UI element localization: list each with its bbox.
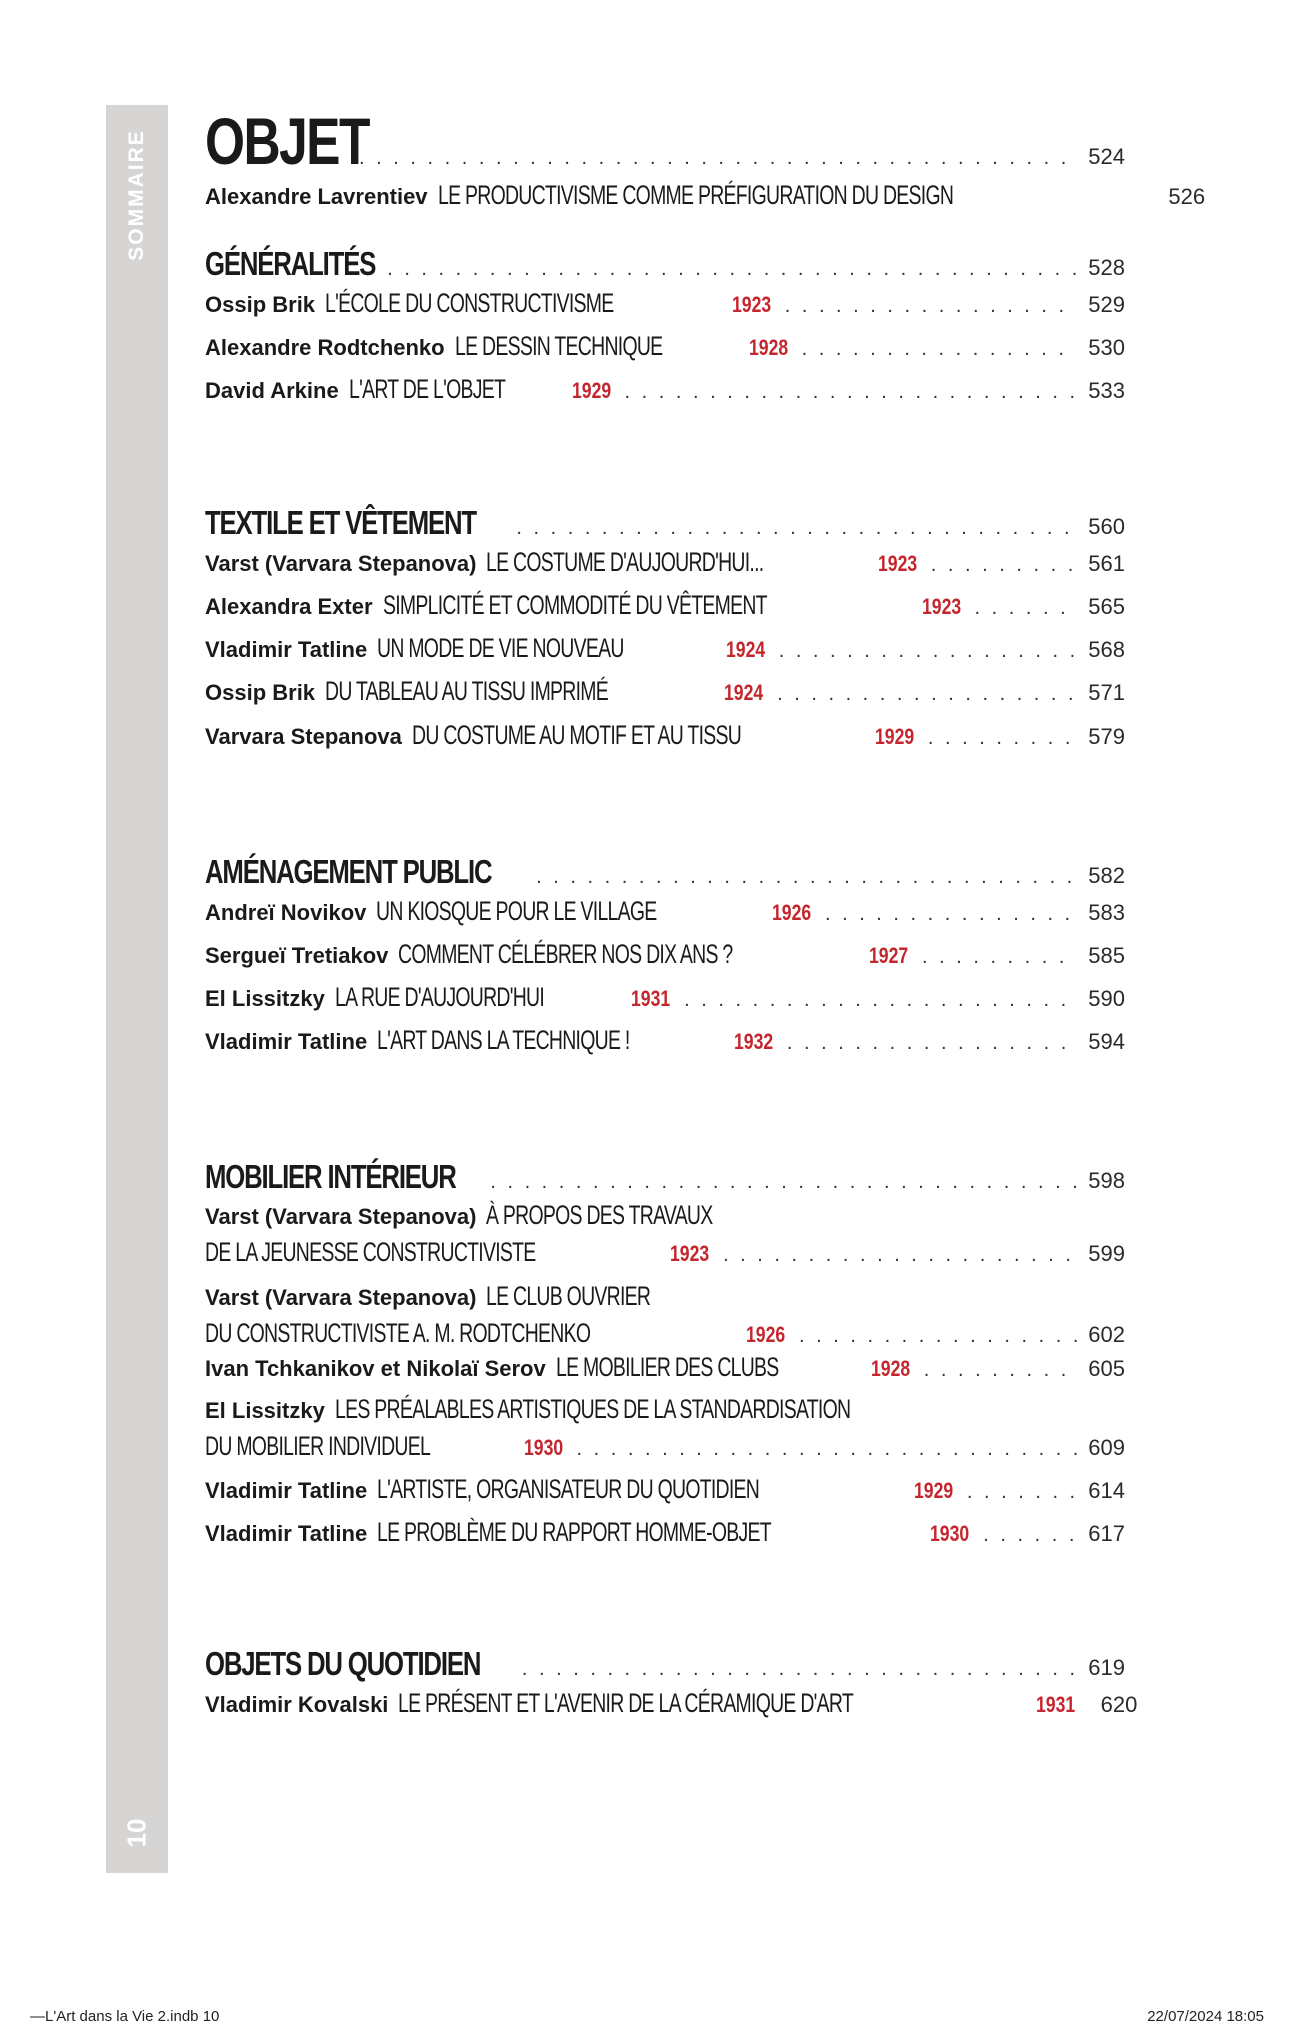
toc-entry [205,633,1125,664]
dot-leader [922,946,1077,969]
toc-entry-continued [205,1237,1125,1268]
entry-title: LE COSTUME D'AUJOURD'HUI... [486,547,764,577]
entry-author: Alexandre Lavrentiev [205,184,428,209]
entry-title-line2: DE LA JEUNESSE CONSTRUCTIVISTE [205,1237,536,1267]
entry-author: Vladimir Tatline [205,1029,368,1054]
dot-leader [802,338,1077,361]
page-ref: 583 [1088,900,1125,925]
page-ref: 594 [1088,1029,1125,1054]
entry-title: LA RUE D'AUJOURD'HUI [334,982,544,1012]
page-ref: 582 [1088,863,1125,888]
entry-title: SIMPLICITÉ ET COMMODITÉ DU VÊTEMENT [382,590,767,620]
footer-timestamp: 22/07/2024 18:05 [1147,2008,1264,2025]
toc-section [205,1158,1125,1196]
dot-leader [931,554,1077,577]
entry-author: Vladimir Tatline [205,1478,368,1503]
dot-leader [924,1359,1077,1382]
entry-author: Vladimir Kovalski [205,1692,389,1717]
toc-entry [205,288,1125,319]
toc-entry [205,1688,1138,1719]
section-title: AMÉNAGEMENT PUBLIC [205,853,492,890]
dot-leader [825,903,1077,926]
entry-year: 1929 [913,1478,954,1503]
entry-author: David Arkine [205,378,339,403]
page-ref: 602 [1088,1322,1125,1347]
page-ref: 529 [1088,292,1125,317]
page-ref: 598 [1088,1168,1125,1193]
sidebar-label: SOMMAIRE [125,129,148,261]
toc-entry [205,982,1125,1013]
section-title: OBJETS DU QUOTIDIEN [205,1645,481,1682]
entry-year: 1923 [921,594,961,619]
page-ref: 571 [1088,680,1125,705]
entry-title: LES PRÉALABLES ARTISTIQUES DE LA STANDARDISATION [334,1394,851,1424]
page-ref: 528 [1088,255,1125,280]
dot-leader [777,683,1077,706]
entry-year: 1927 [869,943,909,968]
page-ref: 619 [1088,1655,1125,1680]
entry-author: Alexandra Exter [205,594,373,619]
entry-year: 1924 [725,637,765,662]
entry-author: Ossip Brik [205,680,316,705]
entry-title: LE PROBLÈME DU RAPPORT HOMME-OBJET [377,1517,772,1547]
entry-title: DU TABLEAU AU TISSU IMPRIMÉ [325,676,609,706]
dot-leader [967,1481,1077,1504]
entry-year: 1923 [731,292,771,317]
entry-year: 1931 [631,986,671,1011]
toc-entry [205,1281,1125,1312]
page-ref: 533 [1088,378,1125,403]
dot-leader [779,640,1077,663]
entry-year: 1923 [670,1241,710,1266]
entry-title: COMMENT CÉLÉBRER NOS DIX ANS ? [398,939,733,969]
entry-author: El Lissitzky [205,1398,325,1423]
page-ref: 605 [1088,1356,1125,1381]
dot-leader [723,1244,1077,1267]
entry-author: Varvara Stepanova [205,724,402,749]
entry-author: Sergueï Tretiakov [205,943,389,968]
toc-entry [205,180,1206,211]
entry-author: Andreï Novikov [205,900,367,925]
toc-entry [205,1352,1125,1383]
toc-entry [205,720,1125,751]
entry-title: L'ART DANS LA TECHNIQUE ! [377,1025,630,1055]
entry-year: 1926 [746,1322,786,1347]
page-ref: 560 [1088,514,1125,539]
toc-entry [205,939,1125,970]
entry-year: 1928 [748,335,788,360]
entry-title: LE PRÉSENT ET L'AVENIR DE LA CÉRAMIQUE D'ART [398,1688,854,1718]
entry-title: LE DESSIN TECHNIQUE [454,331,663,361]
page-ref: 609 [1088,1435,1125,1460]
page-ref: 526 [1168,184,1206,209]
dot-leader [516,517,1077,540]
dot-leader [785,295,1077,318]
dot-leader [387,258,1077,281]
entry-author: Ivan Tchkanikov et Nikolaï Serov [205,1356,546,1381]
section-title: MOBILIER INTÉRIEUR [205,1158,456,1195]
entry-title: LE PRODUCTIVISME COMME PRÉFIGURATION DU DESIGN [437,180,953,210]
entry-year: 1931 [1036,1692,1076,1717]
entry-author: Varst (Varvara Stepanova) [205,1204,477,1229]
page-ref: 590 [1088,986,1125,1011]
toc-section [205,103,1125,179]
page-ref: 614 [1088,1478,1125,1503]
entry-author: Vladimir Tatline [205,637,368,662]
toc-entry [205,1517,1125,1548]
dot-leader [684,989,1077,1012]
dot-leader [983,1524,1077,1547]
entry-year: 1923 [877,551,917,576]
toc-section [205,853,1125,891]
entry-title: LE MOBILIER DES CLUBS [555,1352,779,1382]
entry-author: Ossip Brik [205,292,316,317]
section-title: GÉNÉRALITÉS [205,245,376,282]
dot-leader [928,727,1077,750]
entry-year: 1930 [523,1435,563,1460]
entry-year: 1928 [870,1356,911,1381]
entry-year: 1924 [724,680,764,705]
toc-entry [205,331,1125,362]
toc-entry [205,1200,1125,1231]
entry-title: L'ÉCOLE DU CONSTRUCTIVISME [325,288,614,318]
dot-leader [577,1438,1077,1461]
section-title: TEXTILE ET VÊTEMENT [205,504,476,541]
entry-title-line2: DU MOBILIER INDIVIDUEL [205,1431,431,1461]
page-ref: 620 [1100,1692,1138,1717]
toc-entry [205,896,1125,927]
footer-file: —L'Art dans la Vie 2.indb 10 [30,2008,220,2025]
entry-title-line2: DU CONSTRUCTIVISTE A. M. RODTCHENKO [205,1318,591,1348]
entry-year: 1930 [930,1521,970,1546]
page-ref: 579 [1088,724,1125,749]
dot-leader [787,1032,1077,1055]
page-number: 10 [121,1818,152,1848]
toc-entry [205,676,1125,707]
dot-leader [975,597,1077,620]
entry-year: 1926 [772,900,812,925]
entry-author: Alexandre Rodtchenko [205,335,445,360]
toc-entry [205,1394,1125,1425]
dot-leader [490,1171,1077,1194]
page-ref: 585 [1088,943,1125,968]
toc-entry-continued [205,1318,1125,1349]
toc-section [205,1645,1125,1683]
page-ref: 561 [1088,551,1125,576]
entry-year: 1929 [874,724,915,749]
entry-author: El Lissitzky [205,986,325,1011]
entry-author: Varst (Varvara Stepanova) [205,551,477,576]
page-ref: 568 [1088,637,1125,662]
entry-author: Varst (Varvara Stepanova) [205,1285,477,1310]
page-ref: 617 [1088,1521,1125,1546]
entry-title: UN KIOSQUE POUR LE VILLAGE [376,896,657,926]
toc-entry [205,1025,1125,1056]
dot-leader [799,1325,1077,1348]
toc-section [205,504,1125,542]
toc-entry [205,1474,1125,1505]
entry-title: DU COSTUME AU MOTIF ET AU TISSU [411,720,741,750]
toc-entry [205,547,1125,578]
toc-entry [205,590,1125,621]
toc-section [205,245,1125,283]
section-title: OBJET [205,104,369,178]
dot-leader [625,381,1077,404]
entry-title: UN MODE DE VIE NOUVEAU [377,633,624,663]
toc-entry-continued [205,1431,1125,1462]
entry-title: L'ART DE L'OBJET [348,374,505,404]
entry-title: LE CLUB OUVRIER [486,1281,651,1311]
dot-leader [522,1658,1077,1681]
entry-year: 1932 [733,1029,774,1054]
dot-leader [359,147,1077,170]
entry-author: Vladimir Tatline [205,1521,368,1546]
page-ref: 530 [1088,335,1125,360]
page-ref: 565 [1088,594,1125,619]
dot-leader [536,866,1077,889]
entry-title: À PROPOS DES TRAVAUX [486,1200,713,1230]
entry-title: L'ARTISTE, ORGANISATEUR DU QUOTIDIEN [377,1474,760,1504]
page-ref: 599 [1088,1241,1125,1266]
toc-entry [205,374,1125,405]
entry-year: 1929 [571,378,611,403]
page-ref: 524 [1088,144,1125,169]
